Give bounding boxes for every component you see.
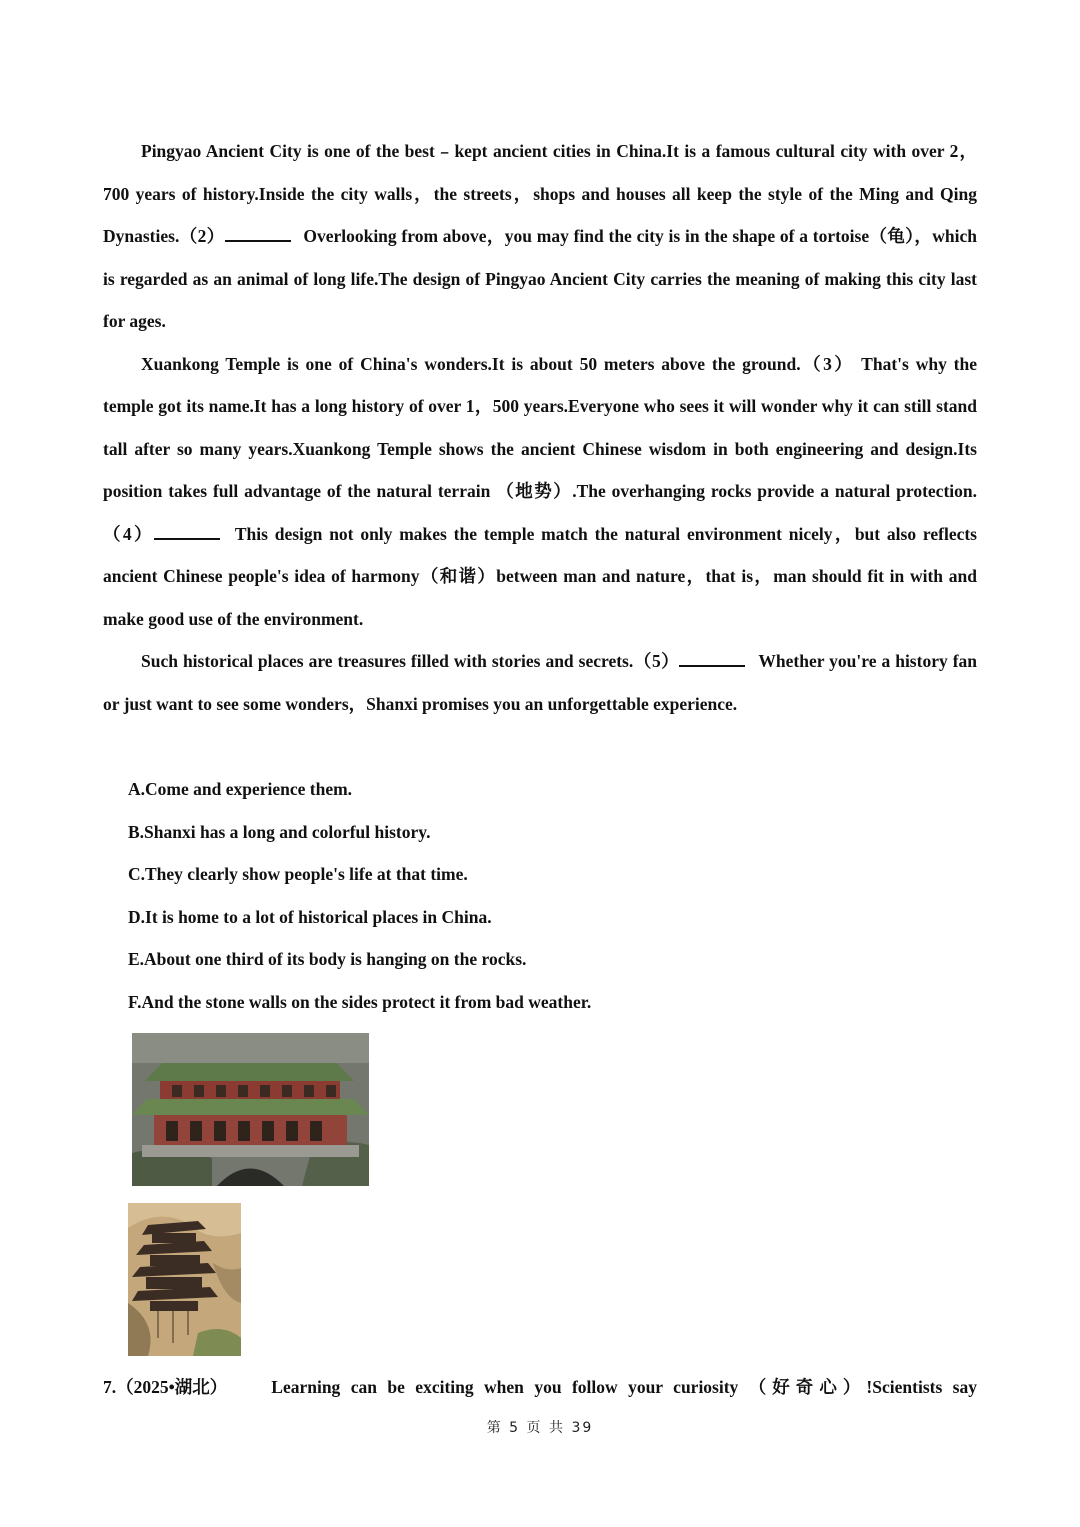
paragraph-text: Whether you're a history fan or just want to see some wonders，Shanxi promises you an unforgettable experience.	[103, 651, 978, 714]
answer-blank-4[interactable]	[154, 521, 220, 540]
question-7	[103, 1366, 977, 1409]
hanging-temple-illustration	[128, 1203, 241, 1356]
option-f: F.And the stone walls on the sides protect it from bad weather.	[128, 991, 592, 1012]
temple-building-photo	[132, 1033, 369, 1186]
option-e: E.About one third of its body is hanging on the rocks.	[128, 949, 527, 969]
option-d: D.It is home to a lot of historical places in China.	[128, 906, 492, 927]
paragraph-text: Overlooking from above，you may find the city is in the shape of a tortoise（龟），which is regarded as an animal of long life.The design of Pingyao Ancient City carries the meaning of making this city last for ages.	[103, 226, 977, 331]
option-b: B.Shanxi has a long and colorful history.	[128, 821, 431, 842]
paragraph-conclusion	[103, 640, 977, 725]
question-text: Learning can be exciting when you follow your curiosity （好奇心）!Scientists say	[271, 1377, 977, 1397]
answer-blank-2[interactable]	[225, 223, 291, 242]
option-a: A.Come and experience them.	[128, 779, 353, 799]
temple-building-illustration	[132, 1033, 369, 1186]
paragraph-text: This design not only makes the temple match the natural environment nicely，but also reflects ancient Chinese people's idea of harmony（和谐）between man and nature，that is，man should fit in with and make good use of the environment.	[103, 523, 977, 629]
option-c: C.They clearly show people's life at that time.	[128, 864, 468, 884]
question-number: 7.（2025•湖北）	[103, 1377, 228, 1397]
hanging-temple-photo	[128, 1203, 241, 1356]
paragraph-text: Such historical places are treasures filled with stories and secrets.（5）	[141, 651, 680, 671]
page-number-footer: 第 5 页 共 39	[486, 1420, 594, 1436]
answer-options	[128, 768, 948, 1023]
passage	[103, 130, 977, 725]
answer-blank-5[interactable]	[679, 648, 745, 667]
paragraph-text: Xuankong Temple is one of China's wonders.It is about 50 meters above the ground.（3） That's why the temple got its name.It has a long history of over 1，500 years.Everyone who sees it will wonder why it can still stand tall after so many years.Xuankong Temple shows the ancient Chinese wisdom in both engineering and design.Its position takes full advantage of the natural terrain （地势）.The overhanging rocks provide a natural protection.（4）	[103, 353, 977, 544]
paragraph-text: Pingyao Ancient City is one of the best﹣kept ancient cities in China.It is a famous cultural city with over 2，700 years of history.Inside the city walls，the streets，shops and houses all keep the style of the Ming and Qing Dynasties.（2）	[103, 141, 977, 246]
paragraph-xuankong	[103, 343, 977, 641]
paragraph-pingyao	[103, 130, 977, 343]
